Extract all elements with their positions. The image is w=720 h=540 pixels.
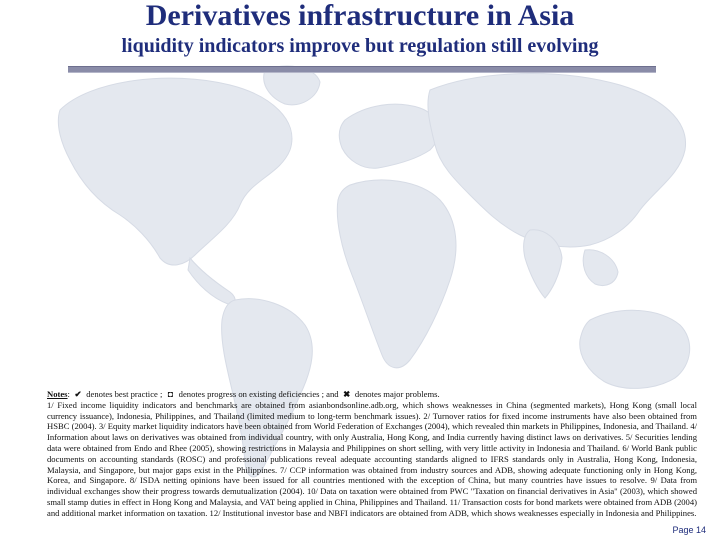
page-number: Page 14 (672, 525, 706, 535)
page-subtitle: liquidity indicators improve but regulation still evolving (121, 35, 599, 57)
notes-label: Notes (47, 389, 68, 399)
australia-shape (580, 310, 690, 388)
problem-legend: denotes major problems. (354, 389, 440, 399)
north-america-shape (58, 78, 292, 265)
asia-shape (428, 74, 686, 247)
notes-body: 1/ Fixed income liquidity indicators and benchmarks are obtained from asianbondsonline.adb.org, which shows weaknesses in China (segmented markets), Hong Kong (small local currency issuance), Indonesia, Philippines, and Thailand (limited medium to long-term benchmark issues). 2/ Turnover ratios for fixed income instruments have also been obtained from HSBC (2004). 3/ Equity market liquidity indicators have been obtained from World Federation of Exchanges (2004), which revealed thin markets in Philippines, Indonesia, and Thailand. 4/ Information about laws on derivatives was obtained from individual country, with only Australia, Hong Kong, and India currently having distinct laws on derivatives. 5/ Securities lending data were obtained from Endo and Rhee (2005), showing restrictions in Malaysia and Philippines on short selling, with very little activity in Indonesia and Thailand. 6/ World Bank public documents on accounting standards (ROSC) and professional publications reveal adequate accounting standards aligned to IFRS standards only in Australia, Hong Kong, Indonesia, Malaysia, and Singapore, but major gaps exist in the Philippines. 7/ CCP information was obtained from industry sources and ADB, showing adequate functioning only in Hong Kong, Korea, and Singapore. 8/ ISDA netting opinions have been issued for all countries mentioned with the exception of China, but many countries have issues to resolve. 9/ Data from individual exchanges show their progress towards demutualization (2004). 10/ Data on taxation were obtained from PWC "Taxation on financial derivatives in Asia" (2003), which showed small stamp duties in effect in Hong Kong and Malaysia, and VAT being applied in China, Philippines and Thailand. 11/ Transaction costs for bond markets were obtained from ADB (2004) and additional market information on taxation. 12/ Institutional investor base and NBFI indicators are obtained from ADB, which shows weaknesses especially in Indonesia and Philippines. (47, 399, 698, 518)
page-title: Derivatives infrastructure in Asia (145, 0, 575, 32)
cross-icon: ✖ (343, 389, 351, 399)
europe-shape (339, 104, 438, 168)
central-america-shape (188, 258, 235, 304)
southeast-asia-shape (583, 250, 618, 286)
best-practice-legend: denotes best practice ; (86, 389, 163, 399)
checkmark-icon: ✔ (74, 389, 82, 399)
notes-section (47, 389, 697, 519)
progress-legend: denotes progress on existing deficiencies ; and (178, 389, 339, 399)
notes-colon: : (67, 389, 70, 399)
progress-icon: ◘ (167, 389, 174, 399)
africa-shape (337, 180, 456, 368)
title-divider (68, 66, 656, 73)
